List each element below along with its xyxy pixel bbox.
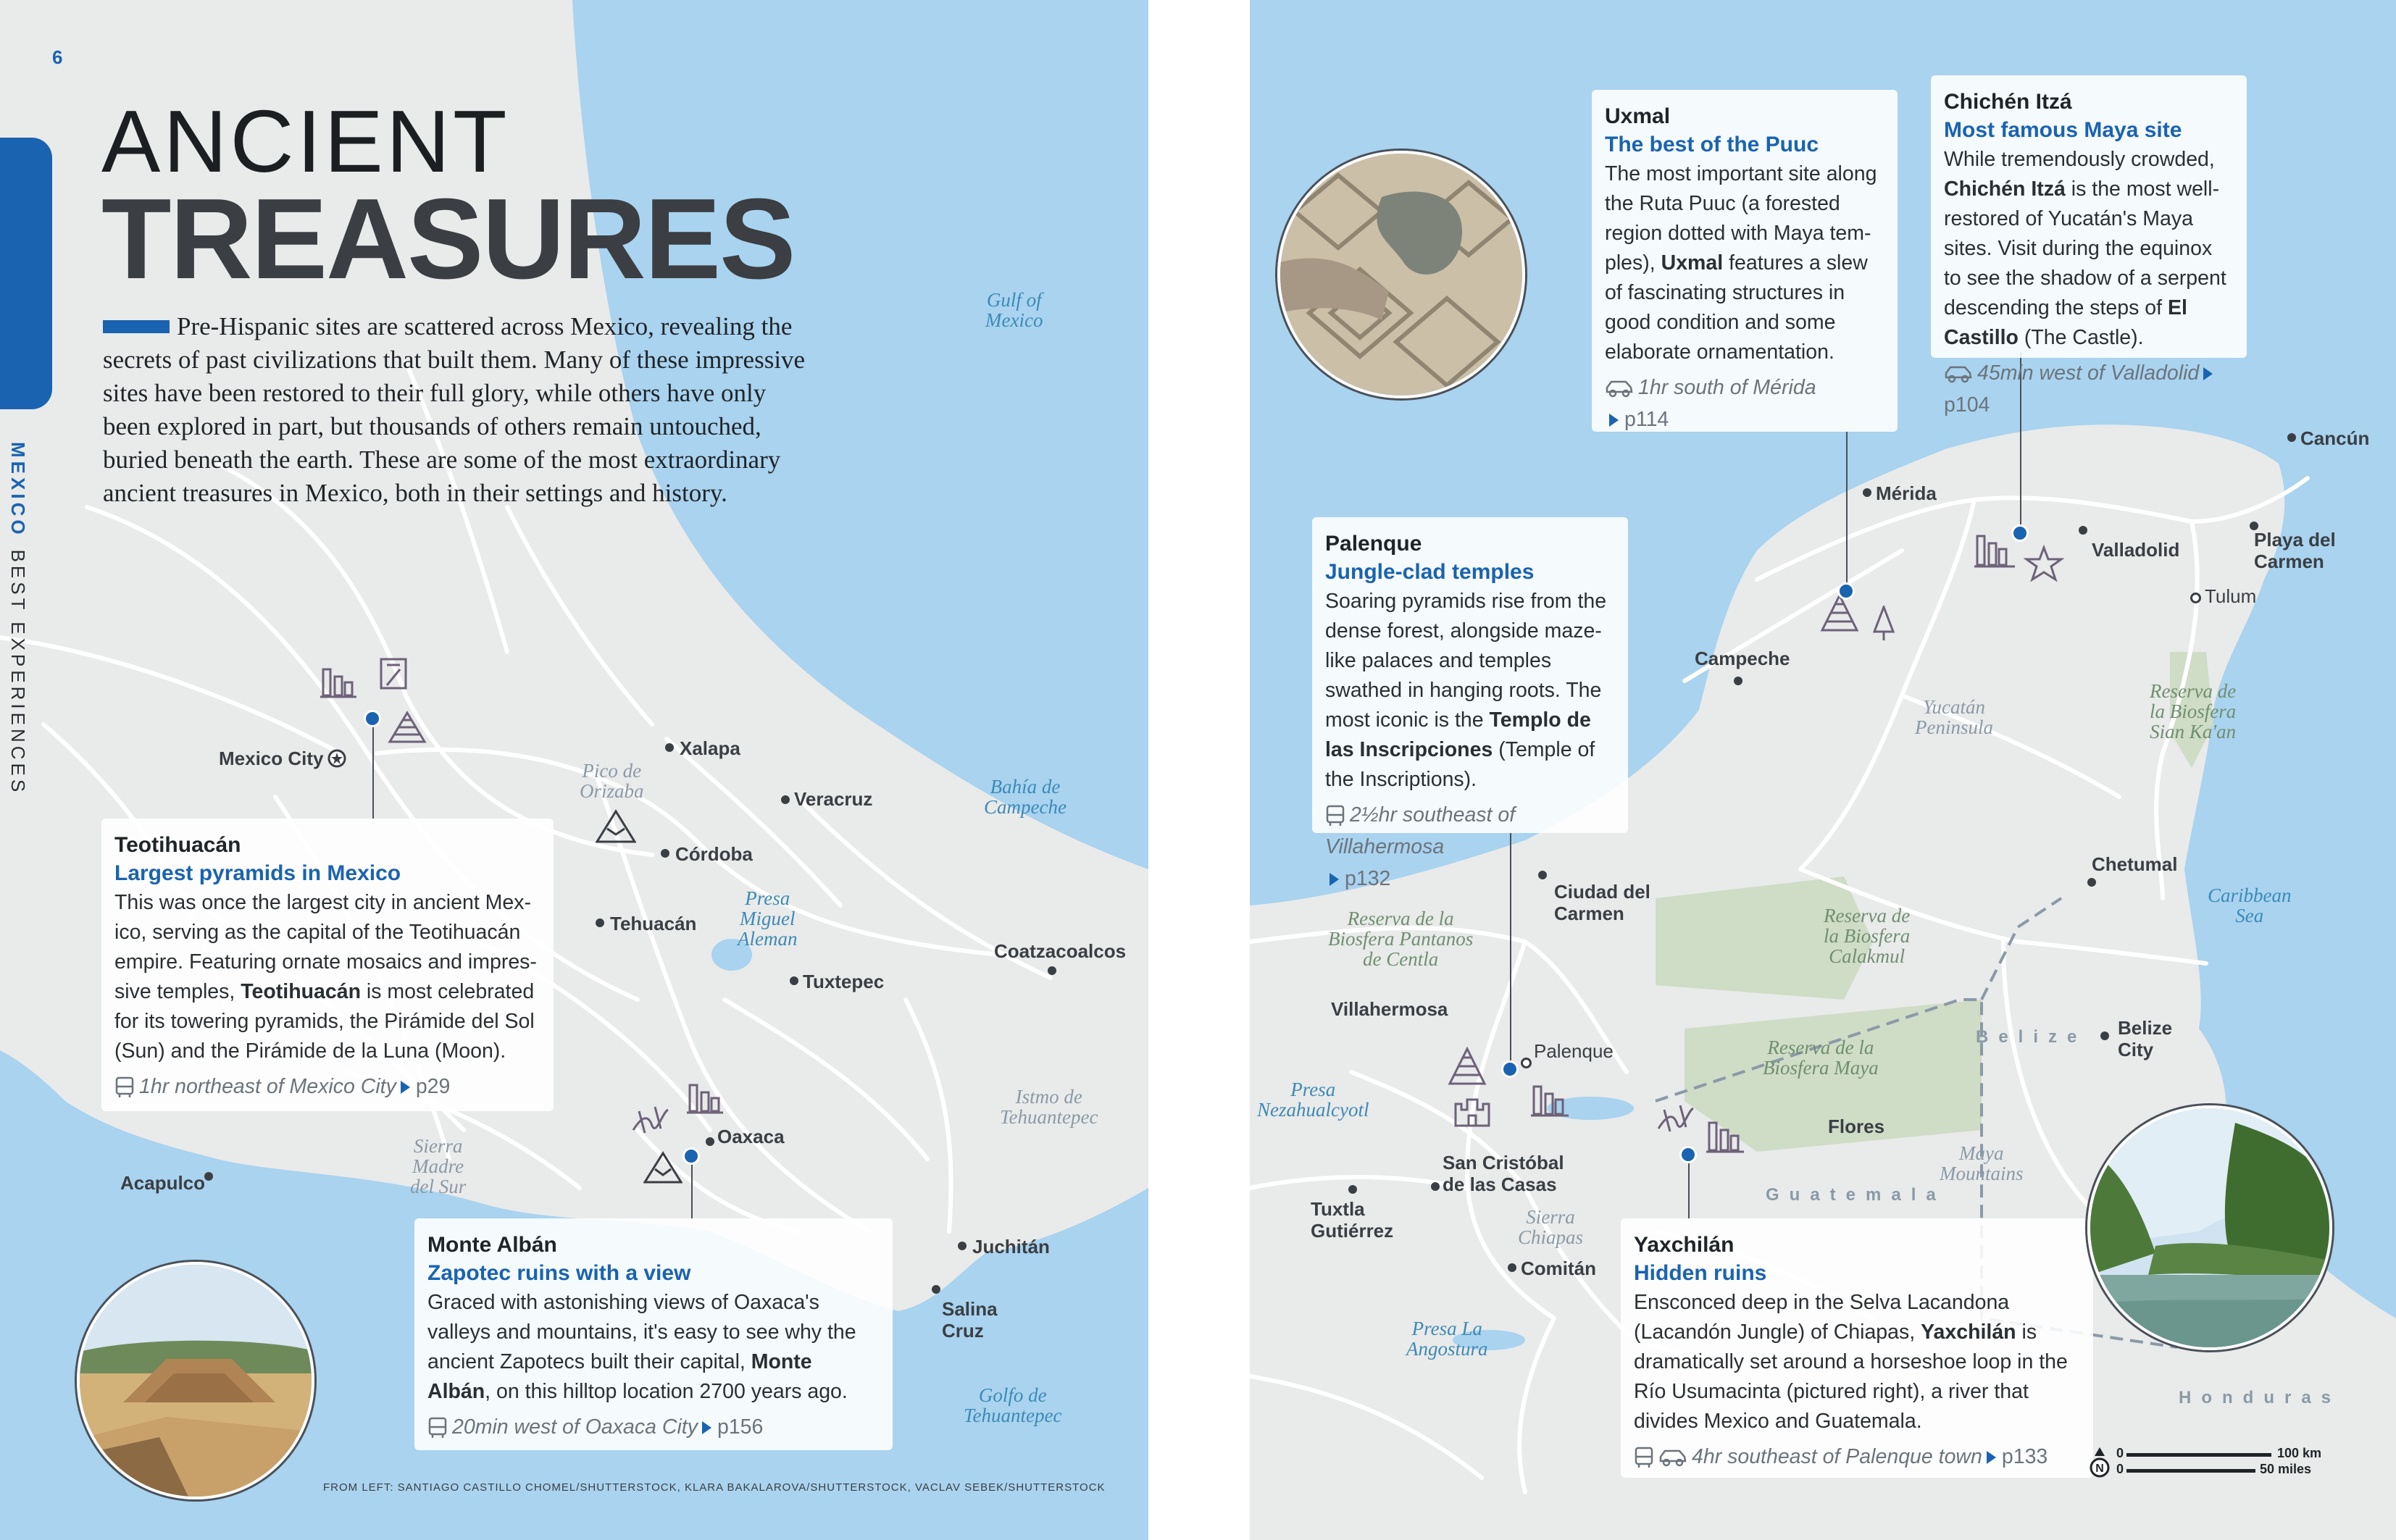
bus-icon xyxy=(114,1076,135,1098)
city-label-comitan: Comitán xyxy=(1521,1257,1596,1279)
museum-icon xyxy=(377,656,413,692)
site-subtitle: Jungle-clad temples xyxy=(1325,560,1535,584)
site-title: Chichén Itzá xyxy=(1944,90,2072,114)
city-label-san-cristobal: San Cristóbal de las Casas xyxy=(1443,1152,1564,1195)
intro-text: Pre-Hispanic sites are scattered across Mexico, revealing the secrets of past civilizations that built them. Many of these impressive sites have been restored to their full glory, while others have only been explored in part, but thousands of others remain untouched, buried beneath the earth. These are some of the most extraordinary ancient treasures in Mexico, both in their settings and history. xyxy=(103,312,806,507)
bus-icon xyxy=(1325,805,1345,827)
car-icon xyxy=(1605,379,1634,398)
city-dot-juchitan xyxy=(958,1242,967,1250)
site-subtitle: Zapotec ruins with a view xyxy=(427,1261,691,1285)
city-label-acapulco: Acapulco xyxy=(120,1172,206,1194)
city-label-tehuacan: Tehuacán xyxy=(610,913,697,934)
country-label-belize: Belize xyxy=(1976,1027,2087,1047)
region-label-istmo-de-tehuantepec: Istmo de Tehuantepec xyxy=(1000,1086,1098,1128)
ruins-pillars-icon-yaxchilan xyxy=(1656,1102,1696,1134)
volcano-icon xyxy=(596,808,636,843)
photo-credits: FROM LEFT: SANTIAGO CASTILLO CHOMEL/SHUTTERSTOCK, KLARA BAKALAROVA/SHUTTERSTOCK, VACLAV SEBEK/SHUTTERSTOCK xyxy=(323,1481,1106,1494)
ruins-icon-palenque xyxy=(1531,1082,1569,1118)
photo-monte-alban xyxy=(77,1262,314,1499)
section-side-label xyxy=(7,442,29,795)
country-label-honduras: Honduras xyxy=(2179,1388,2342,1407)
left-page xyxy=(0,0,1148,1540)
page-ref-arrow-icon xyxy=(1987,1451,1996,1464)
city-dot-comitan xyxy=(1508,1263,1516,1272)
tree-icon xyxy=(1871,606,1896,642)
city-dot-tuxtepec xyxy=(790,976,798,985)
bus-icon xyxy=(1634,1447,1654,1468)
page-ref[interactable]: p156 xyxy=(717,1415,764,1439)
site-description: While tremendously crowded, Chichén Itzá is the most well-restored of Yucatán's Maya sites. Visit during the equinox to see the shadow of a serpent descending the steps of El Castillo (The Castle). xyxy=(1944,148,2226,349)
city-label-veracruz: Veracruz xyxy=(794,788,873,810)
ruins-icon-yaxchilan xyxy=(1706,1118,1744,1155)
region-label-sian-kaan: Reserva de la Biosfera Sian Ka'an xyxy=(2150,680,2237,742)
scale-line-miles xyxy=(2126,1469,2255,1473)
travel-text: 20min west of Oaxaca City xyxy=(452,1415,698,1439)
map-scale-bar xyxy=(2087,1446,2326,1482)
region-label-pico-de-orizaba: Pico de Orizaba xyxy=(580,760,644,802)
site-description: Soaring pyramids rise from the dense forest, alongside maze-like palaces and temples swathed in hanging roots. The most iconic is the Templo de las Inscripciones (Temple of the Inscriptions). xyxy=(1325,590,1607,791)
city-label-tuxtepec: Tuxtepec xyxy=(803,971,885,992)
pyramid-temple-icon-palenque xyxy=(1447,1046,1487,1087)
leader-line-teotihuacan xyxy=(372,720,374,819)
city-label-xalapa: Xalapa xyxy=(680,737,740,759)
city-dot-veracruz xyxy=(781,795,790,804)
city-dot-acapulco xyxy=(204,1172,213,1181)
site-travel-info xyxy=(114,1071,540,1102)
city-label-ciudad-del-carmen: Ciudad del Carmen xyxy=(1554,881,1650,924)
ruins-icon-oaxaca xyxy=(687,1081,723,1116)
site-travel-info xyxy=(427,1411,880,1443)
travel-text: 4hr southeast of Palenque town xyxy=(1692,1445,1982,1468)
car-icon xyxy=(1944,364,1973,383)
page-number: 6 xyxy=(52,46,63,68)
city-dot-cancun xyxy=(2287,433,2296,442)
city-label-playa-del-carmen: Playa del Carmen xyxy=(2254,529,2336,572)
site-description: Graced with astonishing views of Oaxaca's valleys and mountains, it's easy to see why the ancient Zapotecs built their capital, Monte Albán, on this hilltop location 2700 years ago. xyxy=(427,1291,856,1403)
page-ref-arrow-icon xyxy=(1609,414,1619,427)
city-label-palenque: Palenque xyxy=(1534,1040,1614,1062)
site-card-chichen-itza xyxy=(1931,75,2247,417)
star-monument-icon xyxy=(2024,545,2064,584)
site-travel-info xyxy=(1325,799,1615,895)
photo-rio-usumacinta xyxy=(2087,1105,2332,1350)
site-title: Monte Albán xyxy=(427,1233,557,1257)
leader-line-uxmal xyxy=(1846,432,1848,588)
city-label-juchitan: Juchitán xyxy=(972,1236,1050,1257)
city-label-cordoba: Córdoba xyxy=(675,843,753,865)
photo-uxmal-illustration xyxy=(1280,154,1522,396)
intro-accent-bar xyxy=(103,320,170,333)
site-marker-palenque[interactable] xyxy=(1501,1060,1519,1078)
ruins-pillars-icon xyxy=(630,1104,671,1136)
site-marker-yaxchilan[interactable] xyxy=(1679,1146,1697,1163)
leader-line-yaxchilan xyxy=(1688,1156,1690,1218)
city-dot-salina-cruz xyxy=(932,1285,940,1294)
country-label-guatemala: Guatemala xyxy=(1766,1185,1946,1205)
site-subtitle: Most famous Maya site xyxy=(1944,118,2182,142)
city-label-mexico-city: Mexico City xyxy=(219,748,324,769)
leader-line-monte-alban xyxy=(691,1158,693,1218)
city-label-villahermosa: Villahermosa xyxy=(1331,998,1448,1020)
scale-label-km: 100 km xyxy=(2277,1446,2322,1460)
region-label-pantanos-de-centla: Reserva de la Biosfera Pantanos de Centla xyxy=(1328,908,1474,970)
site-travel-info xyxy=(1605,372,1884,435)
city-dot-palenque xyxy=(1521,1058,1532,1068)
city-dot-tuxtla xyxy=(1348,1185,1357,1194)
travel-text: 1hr south of Mérida xyxy=(1638,376,1816,399)
region-label-calakmul: Reserva de la Biosfera Calakmul xyxy=(1824,905,1911,967)
site-subtitle: Largest pyramids in Mexico xyxy=(114,861,401,885)
intro-paragraph xyxy=(103,310,813,510)
ruins-icon-chichen xyxy=(1974,532,2015,569)
page-ref-arrow-icon xyxy=(702,1421,711,1434)
city-label-tulum: Tulum xyxy=(2205,585,2257,607)
city-label-flores: Flores xyxy=(1828,1116,1885,1137)
site-marker-chichen-itza[interactable] xyxy=(2011,524,2029,542)
site-description: Ensconced deep in the Selva Lacandona (Lacandón Jungle) of Chiapas, Yaxchilán is dramatically set around a horseshoe loop in the Río Usumacinta (pictured right), a river that divides Mexico and Guatemala. xyxy=(1634,1291,2068,1433)
city-label-merida: Mérida xyxy=(1876,482,1937,504)
scale-line-km xyxy=(2126,1453,2271,1457)
mountain-icon xyxy=(643,1150,683,1184)
city-dot-tehuacan xyxy=(596,918,604,927)
scale-zero-miles: 0 xyxy=(2116,1462,2124,1476)
page-ref[interactable]: p132 xyxy=(1345,867,1391,890)
city-dot-chetumal xyxy=(2087,878,2096,887)
photo-river-illustration xyxy=(2090,1108,2329,1347)
site-title: Palenque xyxy=(1325,532,1422,556)
site-subtitle: Hidden ruins xyxy=(1634,1261,1767,1285)
city-dot-merida xyxy=(1863,488,1871,497)
region-label-maya-mountains: Maya Mountains xyxy=(1940,1142,2024,1184)
travel-text: 1hr northeast of Mexico City xyxy=(139,1075,396,1098)
region-label-presa-nezahualcyotl: Presa Nezahualcyotl xyxy=(1257,1079,1369,1121)
sea-label-gulf-of-mexico: Gulf of Mexico xyxy=(985,289,1043,331)
site-marker-monte-alban[interactable] xyxy=(683,1147,700,1165)
city-dot-valladolid xyxy=(2079,526,2087,535)
sea-label-caribbean-sea: Caribbean Sea xyxy=(2208,884,2292,926)
page-ref[interactable]: p114 xyxy=(1624,408,1669,431)
north-arrow-icon xyxy=(2087,1446,2112,1479)
site-title: Teotihuacán xyxy=(114,833,241,857)
region-label-biosfera-maya: Reserva de la Biosfera Maya xyxy=(1763,1037,1879,1079)
pyramid-temple-icon xyxy=(387,708,427,745)
page-ref-arrow-icon xyxy=(401,1081,410,1094)
city-label-cancun: Cancún xyxy=(2300,427,2370,449)
page-ref[interactable]: p133 xyxy=(2001,1445,2048,1468)
site-card-monte-alban xyxy=(414,1218,893,1450)
travel-text: 2½hr southeast of Villahermosa xyxy=(1325,803,1516,858)
pyramid-temple-icon-uxmal xyxy=(1819,593,1860,633)
bus-icon xyxy=(427,1417,448,1439)
city-dot-coatzacoalcos xyxy=(1048,966,1056,975)
city-dot-campeche xyxy=(1734,677,1742,685)
side-label-section: BEST EXPERIENCES xyxy=(7,549,29,796)
site-marker-teotihuacan[interactable] xyxy=(364,710,381,727)
headline-line-1: ANCIENT xyxy=(101,92,510,191)
region-label-sierra-madre-del-sur: Sierra Madre del Sur xyxy=(410,1135,467,1197)
capital-star-icon xyxy=(327,749,346,768)
city-label-chetumal: Chetumal xyxy=(2092,853,2178,875)
region-label-presa-la-angostura: Presa La Angostura xyxy=(1406,1318,1488,1360)
photo-uxmal xyxy=(1277,151,1525,398)
city-label-belize-city: Belize City xyxy=(2118,1017,2173,1060)
site-marker-uxmal[interactable] xyxy=(1837,582,1855,600)
site-travel-info xyxy=(1634,1441,2080,1473)
city-dot-san-cristobal xyxy=(1431,1182,1440,1191)
site-description: The most important site along the Ruta Puuc (a forested region dotted with Maya tem-ples), Uxmal features a slew of fascinating structures in good condition and some elaborate ornamentation. xyxy=(1605,162,1877,364)
right-page xyxy=(1250,0,2396,1540)
travel-text: 45min west of Valladolid xyxy=(1977,361,2200,385)
city-label-campeche: Campeche xyxy=(1695,648,1790,669)
site-card-palenque xyxy=(1312,517,1628,890)
city-dot-xalapa xyxy=(665,743,674,752)
site-subtitle: The best of the Puuc xyxy=(1605,133,1819,156)
page-ref-arrow-icon xyxy=(1330,873,1339,886)
site-travel-info xyxy=(1944,357,2234,421)
city-label-tuxtla-gutierrez: Tuxtla Gutiérrez xyxy=(1311,1198,1394,1242)
site-title: Uxmal xyxy=(1605,104,1671,128)
site-card-yaxchilan xyxy=(1621,1218,2093,1478)
city-label-coatzacoalcos: Coatzacoalcos xyxy=(994,940,1127,962)
site-card-uxmal xyxy=(1592,90,1898,432)
city-dot-belize-city xyxy=(2100,1031,2109,1040)
city-label-salina-cruz: Salina Cruz xyxy=(942,1298,998,1342)
city-dot-tulum xyxy=(2190,593,2201,603)
page-ref[interactable]: p104 xyxy=(1944,393,1990,417)
region-label-presa-miguel-aleman: Presa Miguel Aleman xyxy=(738,887,798,950)
castle-icon xyxy=(1453,1094,1492,1127)
city-dot-oaxaca xyxy=(706,1137,714,1146)
section-tab xyxy=(0,138,52,409)
page-ref[interactable]: p29 xyxy=(415,1075,451,1098)
side-label-country: MEXICO xyxy=(7,442,29,538)
photo-monte-alban-illustration xyxy=(80,1265,312,1497)
scale-zero-km: 0 xyxy=(2116,1446,2124,1460)
site-description: This was once the largest city in ancient Mex-ico, serving as the capital of the Teotihuacán empire. Featuring ornate mosaics and impres-sive temples, Teotihuacán is most celebrated for its towering pyramids, the Pirámide del Sol (Sun) and the Pirámide de la Luna (Moon). xyxy=(114,891,537,1063)
site-card-teotihuacan xyxy=(101,819,554,1111)
sea-label-golfo-de-tehuantepec: Golfo de Tehuantepec xyxy=(964,1384,1062,1426)
headline-line-2: TREASURES xyxy=(101,175,795,303)
car-icon xyxy=(1658,1448,1687,1467)
site-title: Yaxchilán xyxy=(1634,1233,1735,1257)
city-label-valladolid: Valladolid xyxy=(2092,539,2180,561)
region-label-sierra-chiapas: Sierra Chiapas xyxy=(1518,1206,1584,1248)
city-dot-cordoba xyxy=(661,849,669,858)
page-ref-arrow-icon xyxy=(2203,367,2213,380)
svg-text:N: N xyxy=(2095,1462,2104,1475)
city-label-oaxaca: Oaxaca xyxy=(717,1126,785,1147)
sea-label-bahia-de-campeche: Bahía de Campeche xyxy=(984,776,1066,818)
scale-label-miles: 50 miles xyxy=(2260,1462,2312,1476)
region-label-yucatan-peninsula: Yucatán Peninsula xyxy=(1915,696,1993,738)
ruins-icon xyxy=(320,665,356,700)
